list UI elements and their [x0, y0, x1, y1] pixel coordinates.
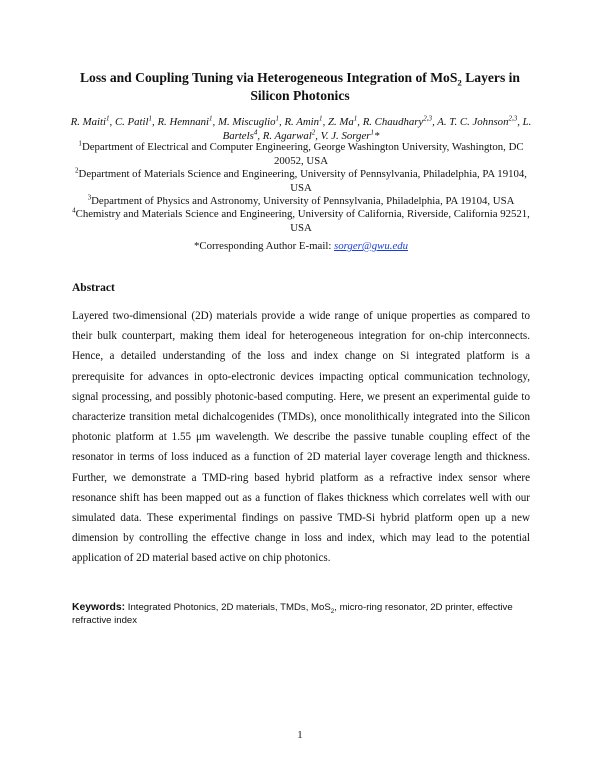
affiliation-4: [66, 208, 536, 235]
author-name: R. Chaudhary: [362, 116, 424, 128]
affiliation-1-sup: 1: [78, 139, 82, 148]
email-link[interactable]: sorger@gwu.edu: [334, 240, 409, 252]
affiliation-3-sup: 3: [87, 193, 92, 202]
author-list: R. Maiti$^1$, C. Patil$^1$, R. Hemnani$^1$, M. Miscuglio$^1$, R. Amin$^1$, Z. Ma$^1$, R. Chaudhary$^{2,3}$, A. T. C. Johnson$^{2,3}$, L. Bartels$^4$, R. Agarwal$^2$, V. J. Sorger$^1$*: [70, 114, 532, 142]
affiliation-3: [66, 195, 536, 209]
author-affiliation-sup: 1: [353, 114, 358, 123]
author-affiliation-sup: 2,3: [423, 114, 433, 123]
author-affiliation-sup: 1: [209, 114, 213, 123]
author: [263, 130, 316, 142]
author-affiliation-sup: 4: [253, 128, 258, 136]
author-name: L. Bartels: [222, 116, 532, 142]
affiliation-2: [66, 168, 536, 195]
author: [71, 116, 110, 128]
author-name: V. J. Sorger: [320, 129, 371, 142]
keywords-subscript: 2: [330, 607, 335, 615]
author-affiliation-sup: 1: [275, 114, 280, 123]
author-affiliation-sup: 1: [370, 128, 374, 136]
author-corresponding-mark: *: [373, 129, 380, 142]
author: [157, 116, 212, 128]
author: [437, 116, 517, 128]
author-name: R. Agarwal: [262, 129, 312, 142]
title-subscript: 2: [457, 77, 462, 88]
author-name: R. Amin: [284, 116, 320, 128]
page-number: 1: [297, 729, 303, 741]
author-affiliation-sup: 1: [319, 114, 323, 123]
author-name: A. T. C. Johnson: [437, 116, 509, 128]
author-name: M. Miscuglio: [217, 116, 276, 128]
affiliation-3-text: Department of Physics and Astronomy, University of Pennsylvania, Philadelphia, PA 19104, USA: [91, 195, 515, 207]
keywords-text-pre: Integrated Photonics, 2D materials, TMDs, MoS: [125, 602, 331, 613]
author-affiliation-sup: 1: [148, 114, 153, 123]
abstract-heading: Abstract: [72, 282, 115, 294]
author-name: Z. Ma: [327, 116, 354, 128]
keywords-text-post: , micro-ring resonator, 2D printer, effective refractive index: [72, 602, 513, 626]
affiliation-4-text: Chemistry and Materials Science and Engineering, University of California, Riverside, California 92521, USA: [75, 208, 530, 234]
affiliation-1-text: Department of Electrical and Computer Engineering, George Washington University, Washington, DC 20052, USA: [81, 141, 524, 167]
author: [321, 130, 380, 142]
author-affiliation-sup: 2,3: [508, 114, 518, 123]
author: [328, 116, 357, 128]
author-name: R. Hemnani: [157, 116, 210, 128]
author-name: R. Maiti: [70, 116, 107, 128]
author-name: C. Patil: [114, 116, 149, 128]
corresponding-author: [66, 240, 536, 252]
keywords-label: Keywords:: [72, 602, 126, 613]
author: [115, 116, 152, 128]
author: [363, 116, 432, 128]
title-main: Loss and Coupling Tuning via Heterogeneous Integration of MoS: [79, 70, 458, 85]
abstract-body: Layered two-dimensional (2D) materials provide a wide range of unique properties as compared to their bulk counterpart, making them ideal for heterogeneous integration for on-chip interconnects. Hence, a detailed understanding of the loss and index change on Si integrated platform is a prerequisite for advances in opto-electronic devices impacting optical communication technology, signal processing, and possibly photonic-based computing. Here, we present an experimental guide to characterize transition metal dichalcogenides (TMDs), once monolithically integrated into the Silicon photonic platform at 1.55 μm wavelength. We describe the passive tunable coupling effect of the resonator in terms of loss induced as a function of 2D material layer coverage length and thickness. Further, we demonstrate a TMD-ring based hybrid platform as a refractive index sensor where resonance shift has been mapped out as a function of flakes thickness which correlates well with our simulated data. These experimental findings on passive TMD-Si hybrid platform open up a new dimension by controlling the effective change in loss and index, which may lead to the potential application of 2D material based active on chip photonics.: [72, 310, 530, 565]
affiliation-4-sup: 4: [72, 206, 76, 215]
affiliation-2-text: Department of Materials Science and Engineering, University of Pennsylvania, Philadelphia, PA 19104, USA: [78, 168, 527, 194]
author: [218, 116, 279, 128]
title-tail: Layers in Silicon Photonics: [250, 70, 520, 103]
author-affiliation-sup: 1: [106, 114, 110, 123]
paper-title: [70, 69, 530, 105]
author-affiliation-sup: 2: [311, 128, 316, 136]
affiliation-2-sup: 2: [75, 166, 79, 175]
keywords: [72, 601, 530, 627]
corresponding-label: *Corresponding Author E-mail:: [193, 240, 335, 252]
author: [284, 116, 322, 128]
affiliation-1: [66, 141, 536, 168]
